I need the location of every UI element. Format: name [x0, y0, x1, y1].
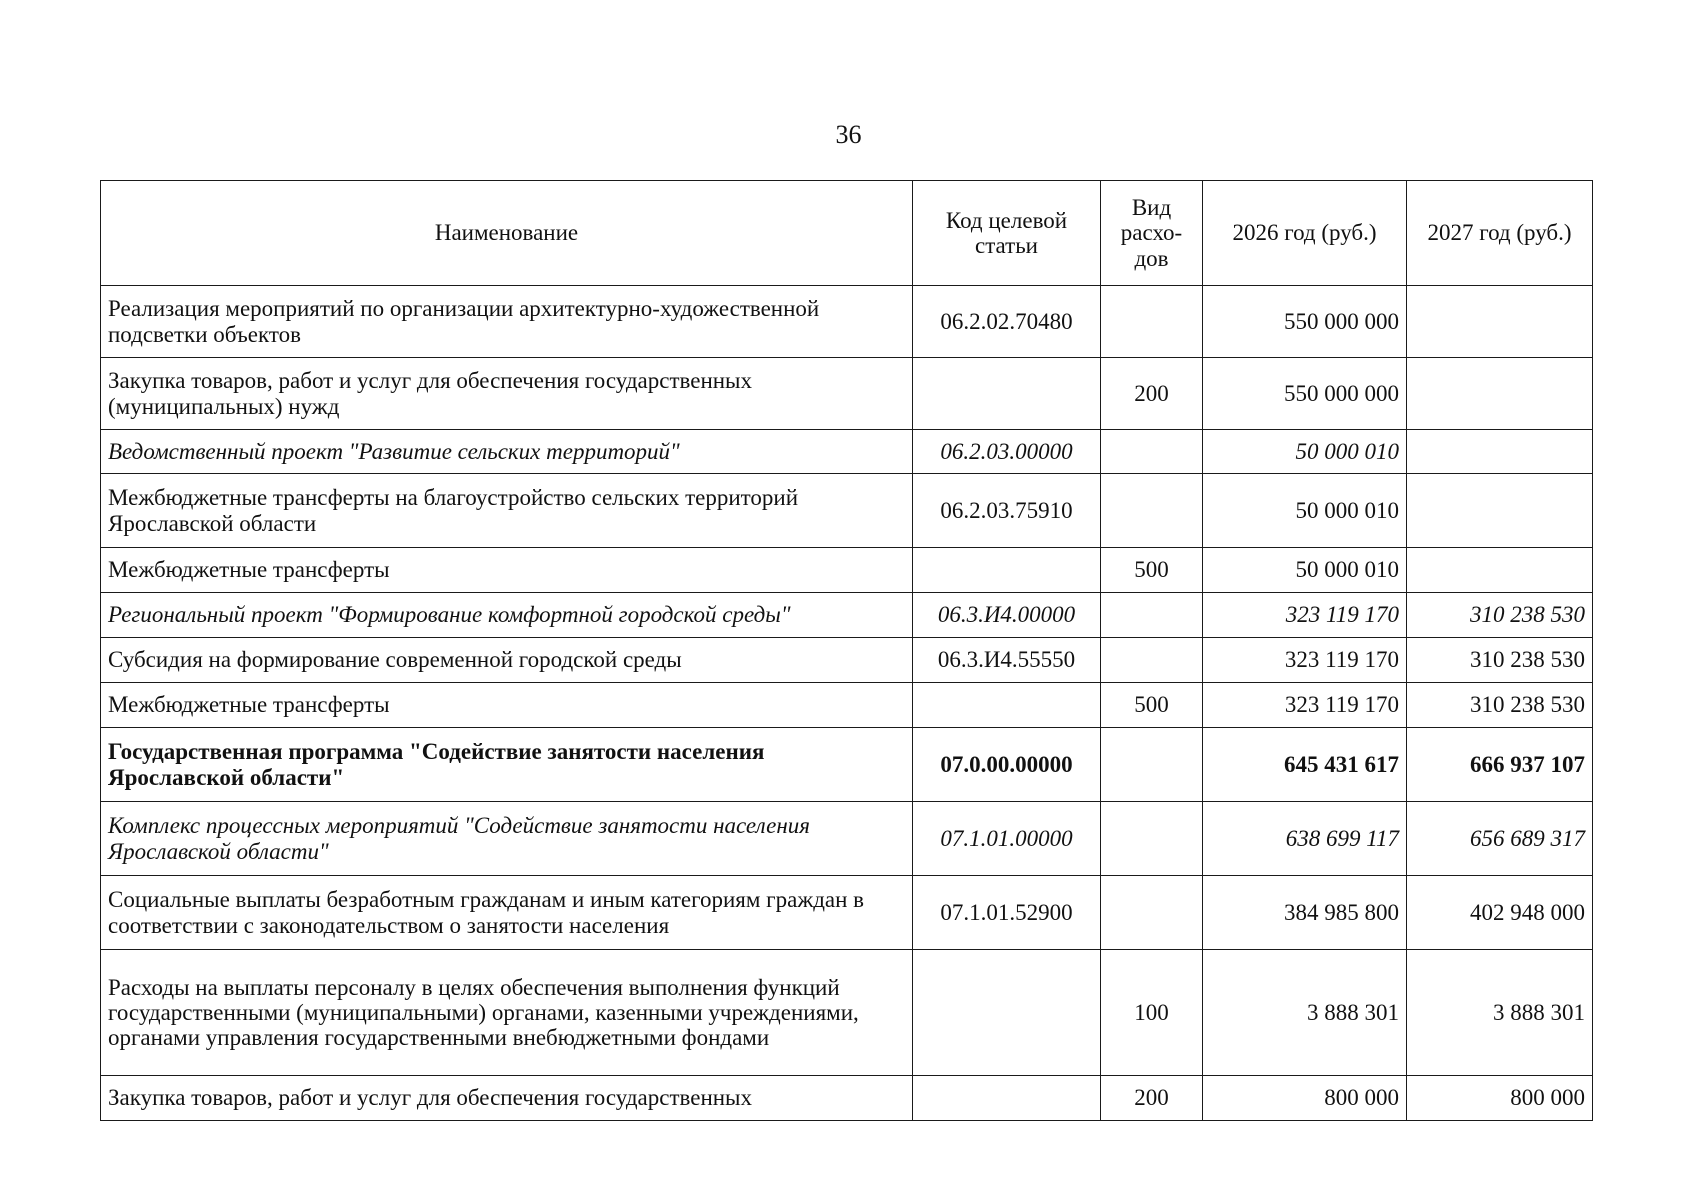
header-name: Наименование [101, 181, 913, 286]
budget-table [100, 180, 1593, 1121]
row-code: 06.2.02.70480 [913, 286, 1101, 358]
row-2026: 323 119 170 [1203, 593, 1407, 638]
row-2026: 50 000 010 [1203, 430, 1407, 474]
row-2026: 800 000 [1203, 1076, 1407, 1121]
row-code: 07.1.01.00000 [913, 802, 1101, 876]
row-code: 06.2.03.75910 [913, 474, 1101, 548]
row-name: Межбюджетные трансферты на благоустройство сельских территорий Ярославской области [101, 474, 913, 548]
row-kind: 500 [1101, 683, 1203, 728]
table-row [101, 474, 1593, 548]
row-2027: 402 948 000 [1407, 876, 1593, 950]
row-kind [1101, 593, 1203, 638]
row-2027 [1407, 286, 1593, 358]
row-code [913, 683, 1101, 728]
row-code: 07.0.00.00000 [913, 728, 1101, 802]
row-code [913, 358, 1101, 430]
row-kind [1101, 430, 1203, 474]
row-name: Межбюджетные трансферты [101, 548, 913, 593]
row-2027: 800 000 [1407, 1076, 1593, 1121]
row-name: Государственная программа "Содействие занятости населения Ярославской области" [101, 728, 913, 802]
table-header-row [101, 181, 1593, 286]
row-2026: 384 985 800 [1203, 876, 1407, 950]
row-2026: 323 119 170 [1203, 683, 1407, 728]
row-code: 06.2.03.00000 [913, 430, 1101, 474]
row-code [913, 548, 1101, 593]
row-name: Комплекс процессных мероприятий "Содействие занятости населения Ярославской области" [101, 802, 913, 876]
header-kind: Вид расхо-дов [1101, 181, 1203, 286]
table-row [101, 802, 1593, 876]
table-row [101, 728, 1593, 802]
row-2026: 550 000 000 [1203, 358, 1407, 430]
row-2027 [1407, 474, 1593, 548]
row-kind: 200 [1101, 1076, 1203, 1121]
table-row [101, 638, 1593, 683]
row-2027 [1407, 430, 1593, 474]
row-kind [1101, 802, 1203, 876]
row-2026: 550 000 000 [1203, 286, 1407, 358]
row-name: Ведомственный проект "Развитие сельских территорий" [101, 430, 913, 474]
row-2027: 3 888 301 [1407, 950, 1593, 1076]
row-kind [1101, 638, 1203, 683]
table-row [101, 1076, 1593, 1121]
row-kind: 500 [1101, 548, 1203, 593]
row-code: 06.3.И4.55550 [913, 638, 1101, 683]
row-name: Закупка товаров, работ и услуг для обеспечения государственных [101, 1076, 913, 1121]
header-code: Код целевой статьи [913, 181, 1101, 286]
row-2026: 638 699 117 [1203, 802, 1407, 876]
table-row [101, 548, 1593, 593]
row-code: 06.3.И4.00000 [913, 593, 1101, 638]
row-name: Реализация мероприятий по организации архитектурно-художественной подсветки объектов [101, 286, 913, 358]
header-2027: 2027 год (руб.) [1407, 181, 1593, 286]
row-name: Закупка товаров, работ и услуг для обеспечения государственных (муниципальных) нужд [101, 358, 913, 430]
row-kind [1101, 876, 1203, 950]
row-2027: 310 238 530 [1407, 593, 1593, 638]
row-kind [1101, 728, 1203, 802]
row-name: Расходы на выплаты персоналу в целях обеспечения выполнения функций государственными (муниципальными) органами, казенными учреждениями, органами управления государственными внебюджетными фондами [101, 950, 913, 1076]
table-row [101, 593, 1593, 638]
table-row [101, 286, 1593, 358]
row-code [913, 950, 1101, 1076]
table-row [101, 683, 1593, 728]
table-row [101, 876, 1593, 950]
row-code: 07.1.01.52900 [913, 876, 1101, 950]
row-name: Субсидия на формирование современной городской среды [101, 638, 913, 683]
row-2026: 323 119 170 [1203, 638, 1407, 683]
row-2027: 310 238 530 [1407, 638, 1593, 683]
row-2027: 666 937 107 [1407, 728, 1593, 802]
row-name: Межбюджетные трансферты [101, 683, 913, 728]
row-2026: 3 888 301 [1203, 950, 1407, 1076]
row-2026: 50 000 010 [1203, 474, 1407, 548]
row-2026: 645 431 617 [1203, 728, 1407, 802]
table-row [101, 430, 1593, 474]
row-kind: 200 [1101, 358, 1203, 430]
row-2027: 656 689 317 [1407, 802, 1593, 876]
table-row [101, 358, 1593, 430]
row-name: Региональный проект "Формирование комфортной городской среды" [101, 593, 913, 638]
page-number: 36 [835, 120, 862, 149]
header-2026: 2026 год (руб.) [1203, 181, 1407, 286]
row-name: Социальные выплаты безработным гражданам и иным категориям граждан в соответствии с законодательством о занятости населения [101, 876, 913, 950]
row-kind [1101, 474, 1203, 548]
table-row [101, 950, 1593, 1076]
row-code [913, 1076, 1101, 1121]
row-2027 [1407, 548, 1593, 593]
row-2027 [1407, 358, 1593, 430]
row-2026: 50 000 010 [1203, 548, 1407, 593]
row-2027: 310 238 530 [1407, 683, 1593, 728]
row-kind: 100 [1101, 950, 1203, 1076]
row-kind [1101, 286, 1203, 358]
